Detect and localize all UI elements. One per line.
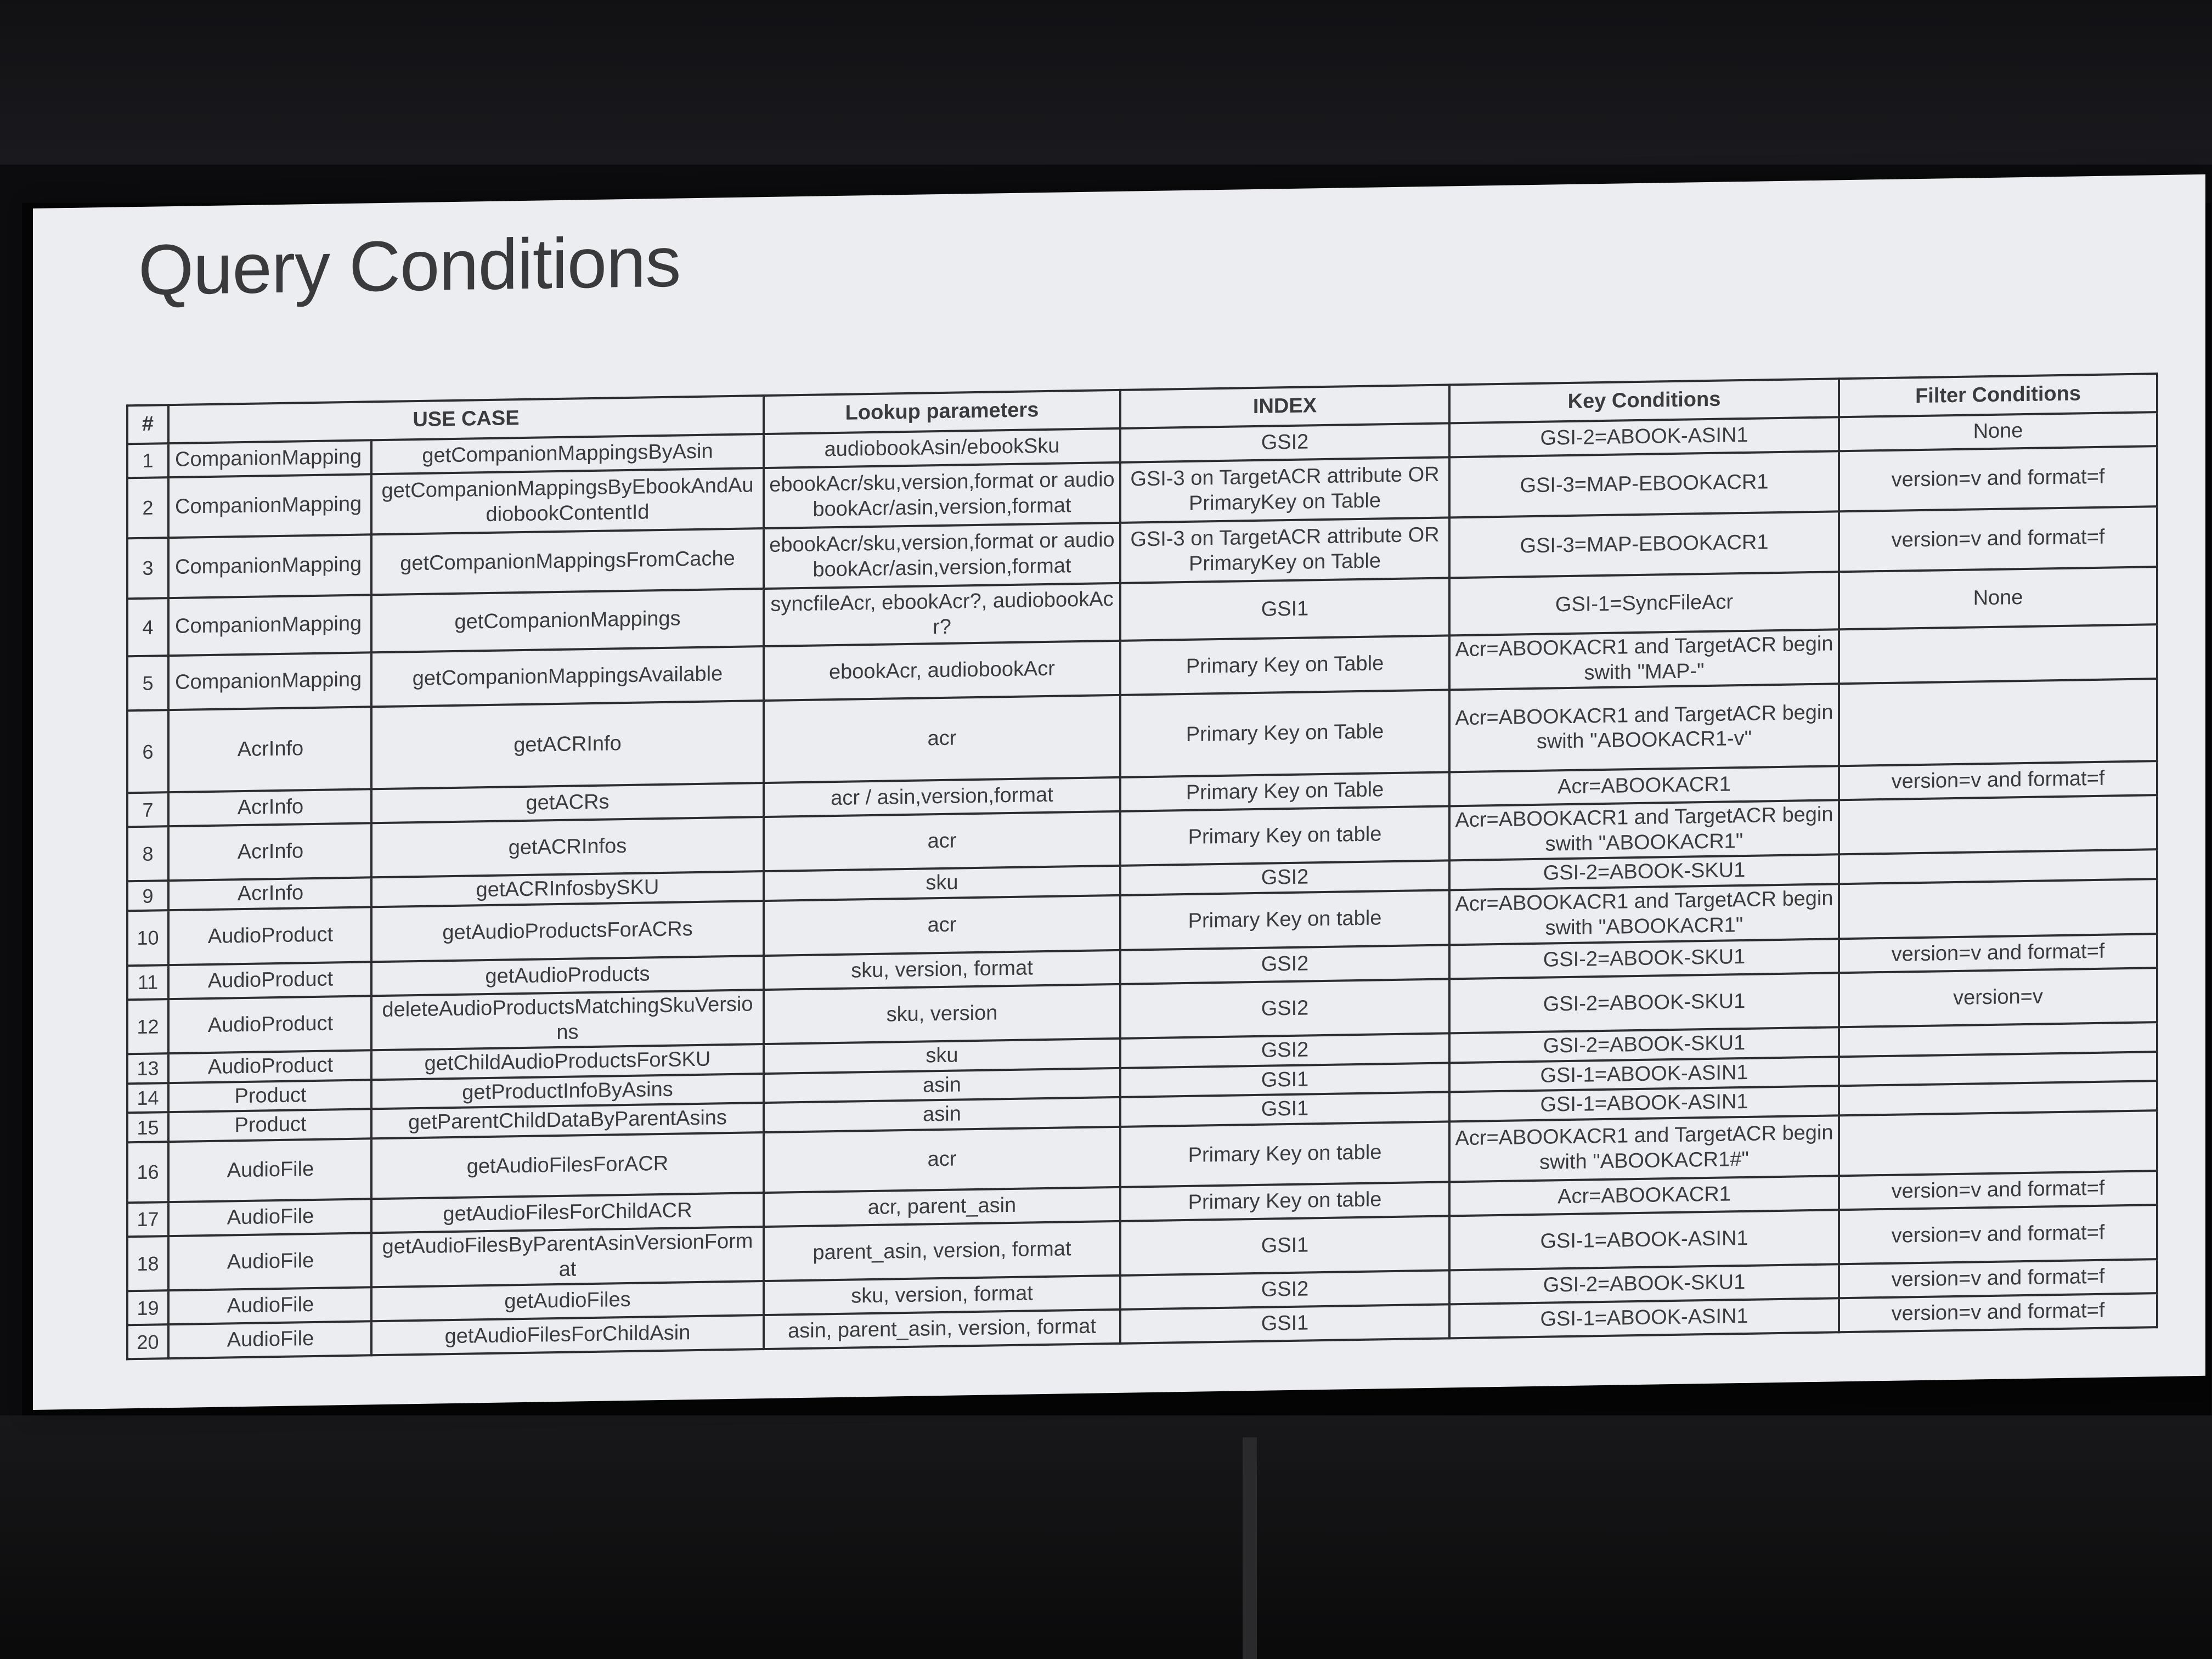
header-index: INDEX xyxy=(1120,385,1449,428)
entity-cell: CompanionMapping xyxy=(168,652,371,710)
lookup-cell: syncfileAcr, ebookAcr?, audiobookAcr? xyxy=(764,583,1120,646)
method-cell: deleteAudioProductsMatchingSkuVersions xyxy=(371,990,764,1050)
row-number: 9 xyxy=(127,881,168,911)
lookup-cell: sku xyxy=(764,1039,1120,1074)
key-condition-cell: Acr=ABOOKACR1 and TargetACR beginswith "MAP-" xyxy=(1449,629,1839,690)
entity-cell: CompanionMapping xyxy=(168,474,371,538)
entity-cell: AudioFile xyxy=(168,1321,371,1358)
method-cell: getCompanionMappingsByAsin xyxy=(371,434,764,474)
room-background-top xyxy=(0,0,2212,165)
row-number: 8 xyxy=(127,826,168,881)
row-number: 7 xyxy=(127,792,168,827)
key-condition-cell: Acr=ABOOKACR1 xyxy=(1449,1176,1839,1216)
lookup-cell: sku, version, format xyxy=(764,1276,1120,1315)
filter-condition-cell xyxy=(1839,850,2157,884)
header-lookup-parameters: Lookup parameters xyxy=(764,390,1120,434)
method-cell: getChildAudioProductsForSKU xyxy=(371,1044,764,1080)
index-cell: GSI1 xyxy=(1120,1063,1449,1097)
row-number: 19 xyxy=(127,1290,168,1325)
key-condition-cell: GSI-1=ABOOK-ASIN1 xyxy=(1449,1057,1839,1092)
index-cell: GSI1 xyxy=(1120,578,1449,640)
lookup-cell: asin xyxy=(764,1097,1120,1132)
row-number: 3 xyxy=(127,538,168,599)
lookup-cell: acr xyxy=(764,1127,1120,1193)
index-cell: GSI2 xyxy=(1120,979,1449,1039)
filter-condition-cell: version=v and format=f xyxy=(1839,1293,2157,1332)
index-cell: GSI-3 on TargetACR attribute OR PrimaryKey on Table xyxy=(1120,517,1449,583)
method-cell: getAudioFilesByParentAsinVersionFormat xyxy=(371,1227,764,1287)
row-number: 4 xyxy=(127,598,168,656)
lookup-cell: sku, version, format xyxy=(764,950,1120,990)
slide-title: Query Conditions xyxy=(138,221,681,310)
method-cell: getAudioFilesForChildACR xyxy=(371,1193,764,1233)
row-number: 16 xyxy=(127,1142,168,1203)
index-cell: GSI1 xyxy=(1120,1305,1449,1344)
row-number: 2 xyxy=(127,477,168,538)
lookup-cell: acr xyxy=(764,811,1120,871)
filter-condition-cell xyxy=(1839,1110,2157,1176)
lookup-cell: ebookAcr/sku,version,format or audiobookAcr/asin,version,format xyxy=(764,462,1120,528)
key-condition-cell: GSI-2=ABOOK-SKU1 xyxy=(1449,1027,1839,1063)
key-condition-cell: GSI-2=ABOOK-SKU1 xyxy=(1449,1264,1839,1304)
header-number: # xyxy=(127,405,168,444)
row-number: 6 xyxy=(127,710,168,793)
row-number: 14 xyxy=(127,1083,168,1113)
entity-cell: AudioProduct xyxy=(168,907,371,965)
entity-cell: AcrInfo xyxy=(168,878,371,910)
key-condition-cell: Acr=ABOOKACR1 xyxy=(1449,766,1839,806)
entity-cell: AudioFile xyxy=(168,1233,371,1290)
index-cell: GSI-3 on TargetACR attribute OR PrimaryKey on Table xyxy=(1120,457,1449,522)
row-number: 17 xyxy=(127,1202,168,1237)
row-number: 5 xyxy=(127,656,168,710)
method-cell: getAudioProductsForACRs xyxy=(371,901,764,962)
key-condition-cell: GSI-2=ABOOK-SKU1 xyxy=(1449,855,1839,890)
method-cell: getACRInfo xyxy=(371,701,764,789)
entity-cell: AcrInfo xyxy=(168,707,371,792)
index-cell: GSI2 xyxy=(1120,1271,1449,1310)
key-condition-cell: GSI-3=MAP-EBOOKACR1 xyxy=(1449,511,1839,578)
header-use-case: USE CASE xyxy=(168,396,764,443)
key-condition-cell: GSI-1=ABOOK-ASIN1 xyxy=(1449,1210,1839,1270)
filter-condition-cell xyxy=(1839,1081,2157,1116)
filter-condition-cell: version=v and format=f xyxy=(1839,506,2157,572)
method-cell: getAudioFilesForChildAsin xyxy=(371,1315,764,1355)
method-cell: getCompanionMappingsFromCache xyxy=(371,528,764,595)
entity-cell: AudioFile xyxy=(168,1199,371,1236)
entity-cell: Product xyxy=(168,1080,371,1112)
filter-condition-cell: None xyxy=(1839,412,2157,451)
index-cell: GSI2 xyxy=(1120,945,1449,984)
lookup-cell: ebookAcr/sku,version,format or audiobookAcr/asin,version,format xyxy=(764,523,1120,589)
filter-condition-cell: version=v and format=f xyxy=(1839,446,2157,511)
row-number: 1 xyxy=(127,443,168,478)
lookup-cell: audiobookAsin/ebookSku xyxy=(764,428,1120,468)
method-cell: getACRInfosbySKU xyxy=(371,871,764,907)
filter-condition-cell xyxy=(1839,795,2157,854)
filter-condition-cell: version=v and format=f xyxy=(1839,761,2157,800)
header-filter-conditions: Filter Conditions xyxy=(1839,374,2157,417)
filter-condition-cell: version=v and format=f xyxy=(1839,1205,2157,1264)
lookup-cell: ebookAcr, audiobookAcr xyxy=(764,641,1120,701)
header-key-conditions: Key Conditions xyxy=(1449,379,1839,423)
filter-condition-cell xyxy=(1839,879,2157,939)
lookup-cell: acr xyxy=(764,695,1120,783)
entity-cell: AudioFile xyxy=(168,1287,371,1324)
filter-condition-cell: version=v and format=f xyxy=(1839,934,2157,973)
room-background-bottom xyxy=(0,1415,2212,1659)
presentation-slide xyxy=(33,174,2205,1410)
entity-cell: AudioProduct xyxy=(168,962,371,999)
lookup-cell: sku, version xyxy=(764,984,1120,1044)
entity-cell: CompanionMapping xyxy=(168,595,371,656)
key-condition-cell: Acr=ABOOKACR1 and TargetACR beginswith "ABOOKACR1" xyxy=(1449,884,1839,945)
key-condition-cell: Acr=ABOOKACR1 and TargetACR beginswith "ABOOKACR1#" xyxy=(1449,1115,1839,1182)
entity-cell: CompanionMapping xyxy=(168,440,371,477)
key-condition-cell: GSI-2=ABOOK-SKU1 xyxy=(1449,973,1839,1033)
lookup-cell: parent_asin, version, format xyxy=(764,1221,1120,1281)
index-cell: Primary Key on table xyxy=(1120,890,1449,950)
lookup-cell: acr xyxy=(764,895,1120,956)
row-number: 13 xyxy=(127,1053,168,1084)
table-body xyxy=(127,412,2157,1359)
index-cell: GSI1 xyxy=(1120,1216,1449,1276)
key-condition-cell: GSI-2=ABOOK-SKU1 xyxy=(1449,939,1839,979)
method-cell: getAudioFilesForACR xyxy=(371,1132,764,1199)
method-cell: getAudioProducts xyxy=(371,956,764,996)
key-condition-cell: GSI-1=SyncFileAcr xyxy=(1449,572,1839,635)
entity-cell: AudioFile xyxy=(168,1138,371,1202)
index-cell: GSI2 xyxy=(1120,1034,1449,1068)
row-number: 20 xyxy=(127,1324,168,1359)
lookup-cell: acr, parent_asin xyxy=(764,1187,1120,1227)
key-condition-cell: GSI-1=ABOOK-ASIN1 xyxy=(1449,1298,1839,1338)
filter-condition-cell: version=v and format=f xyxy=(1839,1171,2157,1210)
entity-cell: CompanionMapping xyxy=(168,534,371,598)
key-condition-cell: Acr=ABOOKACR1 and TargetACR beginswith "ABOOKACR1" xyxy=(1449,800,1839,860)
index-cell: Primary Key on table xyxy=(1120,1182,1449,1221)
entity-cell: AudioProduct xyxy=(168,996,371,1053)
row-number: 18 xyxy=(127,1236,168,1291)
filter-condition-cell: None xyxy=(1839,567,2157,629)
method-cell: getAudioFiles xyxy=(371,1281,764,1321)
entity-cell: AudioProduct xyxy=(168,1050,371,1082)
key-condition-cell: GSI-1=ABOOK-ASIN1 xyxy=(1449,1086,1839,1122)
filter-condition-cell xyxy=(1839,1022,2157,1057)
lookup-cell: asin, parent_asin, version, format xyxy=(764,1310,1120,1349)
method-cell: getCompanionMappingsByEbookAndAudiobookContentId xyxy=(371,468,764,534)
index-cell: Primary Key on table xyxy=(1120,1121,1449,1187)
filter-condition-cell: version=v xyxy=(1839,968,2157,1027)
query-conditions-table xyxy=(126,373,2158,1360)
row-number: 10 xyxy=(127,910,168,966)
row-number: 12 xyxy=(127,999,168,1054)
entity-cell: AcrInfo xyxy=(168,823,371,881)
lookup-cell: sku xyxy=(764,866,1120,901)
method-cell: getCompanionMappings xyxy=(371,589,764,652)
method-cell: getProductInfoByAsins xyxy=(371,1074,764,1109)
index-cell: Primary Key on table xyxy=(1120,806,1449,866)
lookup-cell: acr / asin,version,format xyxy=(764,777,1120,817)
index-cell: Primary Key on Table xyxy=(1120,772,1449,811)
key-condition-cell: GSI-2=ABOOK-ASIN1 xyxy=(1449,417,1839,457)
method-cell: getParentChildDataByParentAsins xyxy=(371,1103,764,1138)
key-condition-cell: GSI-3=MAP-EBOOKACR1 xyxy=(1449,451,1839,517)
filter-condition-cell xyxy=(1839,679,2157,766)
entity-cell: Product xyxy=(168,1109,371,1142)
index-cell: Primary Key on Table xyxy=(1120,635,1449,695)
method-cell: getACRInfos xyxy=(371,817,764,877)
row-number: 11 xyxy=(127,965,168,1000)
filter-condition-cell xyxy=(1839,624,2157,684)
row-number: 15 xyxy=(127,1112,168,1142)
filter-condition-cell: version=v and format=f xyxy=(1839,1259,2157,1298)
index-cell: GSI2 xyxy=(1120,423,1449,462)
lookup-cell: asin xyxy=(764,1068,1120,1103)
entity-cell: AcrInfo xyxy=(168,789,371,826)
index-cell: GSI2 xyxy=(1120,861,1449,895)
method-cell: getACRs xyxy=(371,783,764,823)
index-cell: Primary Key on Table xyxy=(1120,690,1449,777)
method-cell: getCompanionMappingsAvailable xyxy=(371,646,764,707)
filter-condition-cell xyxy=(1839,1052,2157,1086)
key-condition-cell: Acr=ABOOKACR1 and TargetACR beginswith "ABOOKACR1-v" xyxy=(1449,684,1839,772)
index-cell: GSI1 xyxy=(1120,1092,1449,1127)
screen-stand xyxy=(1243,1437,1257,1659)
